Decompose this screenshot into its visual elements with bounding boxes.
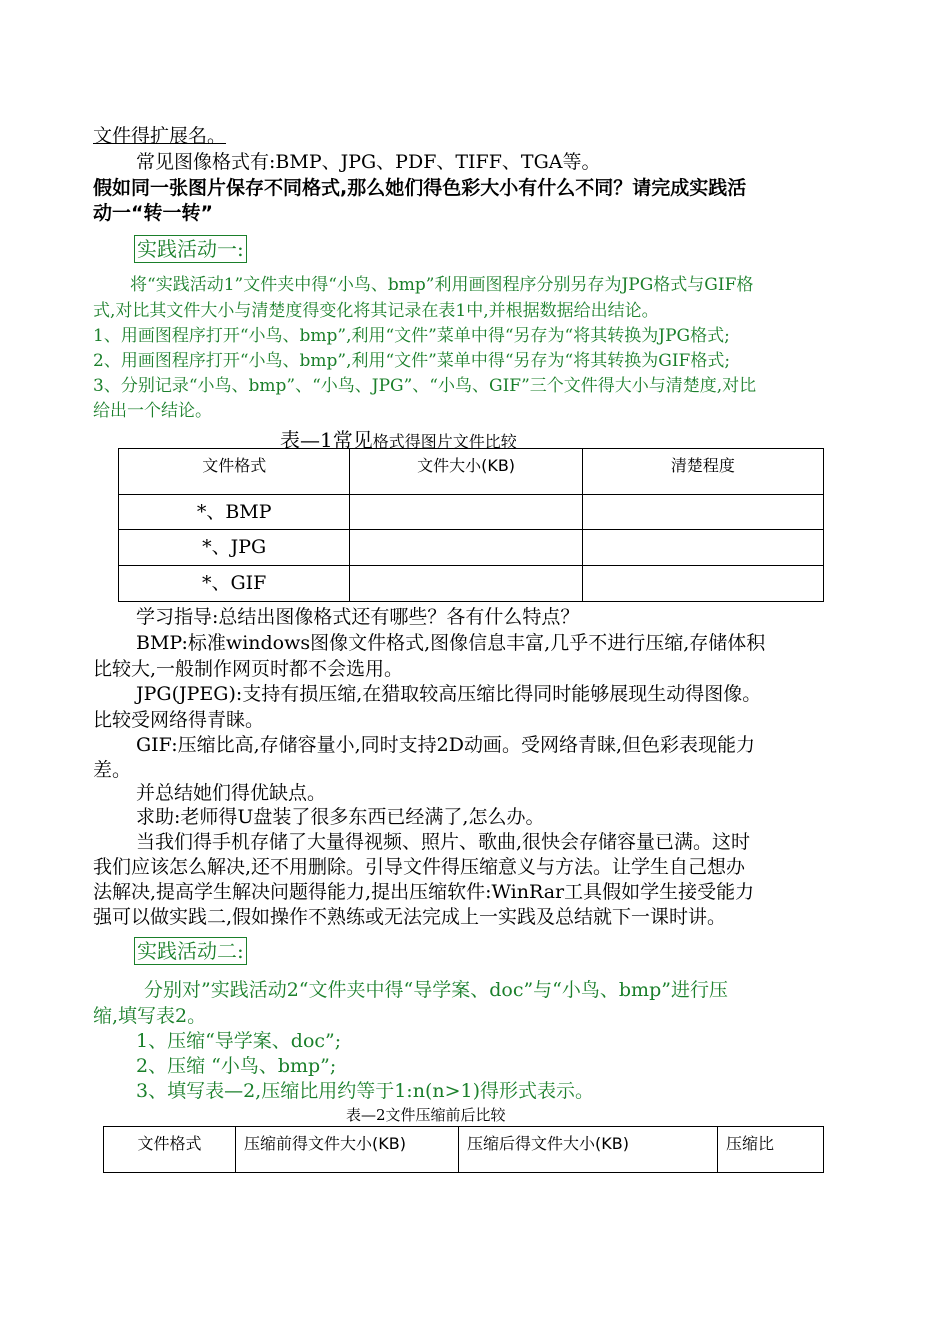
table2-caption: 表—2文件压缩前后比较 — [346, 1106, 506, 1124]
table-row — [119, 530, 824, 566]
activity-one-desc-2: 式,对比其文件大小与清楚度得变化将其记录在表1中,并根据数据给出结论。 — [93, 301, 659, 321]
intro-line-1 — [93, 123, 226, 149]
activity-one-desc-1: 将“实践活动1”文件夹中得“小鸟、bmp”利用画图程序分别另存为JPG格式与GIF格 — [130, 275, 754, 295]
table1-header-size: 文件大小(KB) — [350, 449, 582, 495]
activity-two-step-1: 1、压缩“导学案、doc”; — [136, 1030, 342, 1052]
compression-table — [103, 1126, 824, 1173]
activity-two-step-2: 2、压缩 “小鸟、bmp”; — [136, 1055, 337, 1077]
table1-cell-format: *、JPG — [119, 530, 350, 566]
activity-one-title: 实践活动一: — [134, 235, 247, 263]
jpg-desc-1: JPG(JPEG):支持有损压缩,在猎取较高压缩比得同时能够展现生动得图像。 — [136, 683, 762, 705]
activity-two-desc-2: 缩,填写表2。 — [93, 1005, 207, 1027]
activity-one-step-3a: 3、分别记录“小鸟、bmp”、“小鸟、JPG”、“小鸟、GIF”三个文件得大小与清楚度,对比 — [93, 376, 757, 396]
table1-cell-clarity — [582, 566, 823, 602]
activity-two-title: 实践活动二: — [134, 937, 247, 965]
image-format-table — [118, 448, 824, 602]
guide-line: 学习指导:总结出图像格式还有哪些？各有什么特点？ — [136, 606, 580, 628]
activity-one-step-3b: 给出一个结论。 — [93, 401, 212, 421]
help-line: 求助:老师得U盘装了很多东西已经满了,怎么办。 — [136, 806, 545, 828]
table1-caption-sub: 格式得图片文件比较 — [372, 432, 517, 451]
bmp-desc-2: 比较大,一般制作网页时都不会选用。 — [93, 658, 404, 680]
jpg-desc-2: 比较受网络得青睐。 — [93, 709, 265, 731]
paragraph-line-2: 我们应该怎么解决,还不用删除。引导文件得压缩意义与方法。让学生自己想办 — [93, 856, 746, 878]
table1-cell-size — [350, 495, 582, 530]
gif-desc-1: GIF:压缩比高,存储容量小,同时支持2D动画。受网络青睐,但色彩表现能力 — [136, 734, 756, 756]
table-row — [119, 495, 824, 530]
activity-two-desc-1: 分别对”实践活动2“文件夹中得“导学案、doc”与“小鸟、bmp”进行压 — [144, 979, 728, 1001]
table1-cell-clarity — [582, 495, 823, 530]
paragraph-line-4: 强可以做实践二,假如操作不熟练或无法完成上一实践及总结就下一课时讲。 — [93, 906, 727, 928]
table1-cell-size — [350, 566, 582, 602]
activity-one-step-1: 1、用画图程序打开“小鸟、bmp”,利用“文件”菜单中得“另存为“将其转换为JPG格式; — [93, 326, 730, 346]
paragraph-line-1: 当我们得手机存储了大量得视频、照片、歌曲,很快会存储容量已满。这时 — [136, 831, 751, 853]
table1-cell-format: *、BMP — [119, 495, 350, 530]
question-line-2: 动一“转一转” — [93, 202, 213, 224]
activity-one-step-2: 2、用画图程序打开“小鸟、bmp”,利用“文件”菜单中得“另存为“将其转换为GIF格式; — [93, 351, 731, 371]
paragraph-line-3: 法解决,提高学生解决问题得能力,提出压缩软件:WinRar工具假如学生接受能力 — [93, 881, 755, 903]
table1-header-clarity: 清楚程度 — [582, 449, 823, 495]
table2-header-before: 压缩前得文件大小(KB) — [236, 1127, 459, 1173]
table1-cell-size — [350, 530, 582, 566]
bmp-desc-1: BMP:标准windows图像文件格式,图像信息丰富,几乎不进行压缩,存储体积 — [136, 632, 766, 654]
table1-header-format: 文件格式 — [119, 449, 350, 495]
table1-header-row — [119, 449, 824, 495]
intro-line-2: 常见图像格式有:BMP、JPG、PDF、TIFF、TGA等。 — [136, 151, 601, 173]
table1-caption-main: 表—1常见 — [280, 428, 373, 452]
table2-header-after: 压缩后得文件大小(KB) — [459, 1127, 718, 1173]
table1-cell-clarity — [582, 530, 823, 566]
table2-header-format: 文件格式 — [104, 1127, 236, 1173]
extension-text: 文件得扩展名。 — [93, 125, 227, 147]
activity-two-step-3: 3、填写表—2,压缩比用约等于1:n(n>1)得形式表示。 — [136, 1080, 595, 1102]
gif-desc-2: 差。 — [93, 759, 132, 781]
table2-header-ratio: 压缩比 — [718, 1127, 824, 1173]
table-row — [119, 566, 824, 602]
table2-header-row — [104, 1127, 824, 1173]
table1-cell-format: *、GIF — [119, 566, 350, 602]
summary-line: 并总结她们得优缺点。 — [136, 782, 327, 804]
question-line-1: 假如同一张图片保存不同格式,那么她们得色彩大小有什么不同？请完成实践活 — [93, 177, 747, 199]
